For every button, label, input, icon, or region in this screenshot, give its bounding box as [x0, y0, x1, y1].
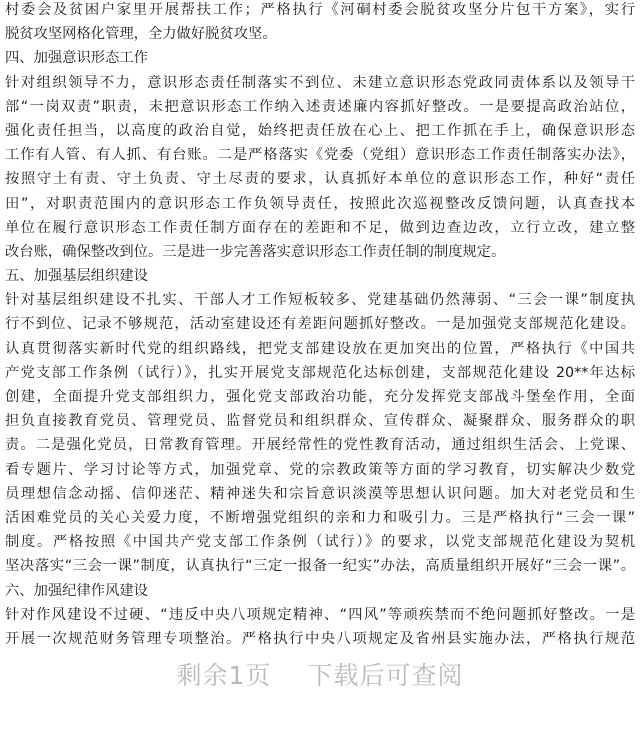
section-heading: 六、加强纪律作风建设	[5, 582, 148, 599]
body-text-line: 村委会及贫困户家里开展帮扶工作；严格执行《河硐村委会脱贫攻坚分片包干方案》，实行	[5, 2, 635, 18]
body-text-line: 针对作风建设不过硬、“违反中央八项规定精神、“四风”等顽疾禁而不绝问题抓好整改。一是	[5, 606, 635, 623]
body-text-line: 针对基层组织建设不扎实、干部人才工作短板较多、党建基础仍然薄弱、“三会一课”制度执	[5, 292, 635, 309]
body-text-line: 部“一岗双责”职责，未把意识形态工作纳入述责述廉内容抓好整改。一是要提高政治站位，	[5, 98, 635, 115]
remaining-pages-text: 剩余1页	[176, 661, 272, 690]
body-text-line: 认真贯彻落实新时代党的组织路线，把党支部建设放在更加突出的位置，严格执行《中国共	[5, 340, 635, 357]
body-text-line: 行不到位、记录不够规范，活动室建设还有差距问题抓好整改。一是加强党支部规范化建设。	[5, 316, 635, 333]
body-text-line: 脱贫攻坚网格化管理，全力做好脱贫攻坚。	[5, 26, 277, 43]
body-text-line: 针对组织领导不力，意识形态责任制落实不到位、未建立意识形态党政同责体系以及领导干	[5, 74, 635, 91]
body-text-line: 强化责任担当，以高度的政治自觉，始终把责任放在心上、把工作抓在手上，确保意识形态	[5, 122, 635, 139]
body-text-line: 田”，对职责范围内的意识形态工作负领导责任，按照此次巡视整改反馈问题，认真查找本	[5, 195, 635, 212]
body-text-line: 责。二是强化党员，日常教育管理。开展经常性的党性教育活动，通过组织生活会、上党课、	[5, 437, 635, 454]
body-text-line: 坚决落实“三会一课”制度，认真执行“三定一报备一纪实”办法，高质量组织开展好“三会一课”。	[5, 558, 635, 575]
download-hint-text: 下载后可查阅	[307, 661, 464, 690]
body-text-line: 单位在履行意识形态工作责任制方面存在的差距和不足，做到边查边改，立行立改，建立整	[5, 219, 635, 236]
body-text-line: 制度。严格按照《中国共产党支部工作条例（试行）》的要求，以党支部规范化建设为契机	[5, 534, 635, 551]
body-text-line: 看专题片、学习讨论等方式，加强党章、党的宗教政策等方面的学习教育，切实解决少数党	[5, 461, 635, 478]
body-text-line: 开展一次规范财务管理专项整治。严格执行中央八项规定及省州县实施办法，严格执行规范	[5, 630, 635, 647]
body-text-line: 员理想信念动摇、信仰迷茫、精神迷失和宗旨意识淡漠等思想认识问题。加大对老党员和生	[5, 485, 635, 502]
body-text-line: 改台账，确保整改到位。三是进一步完善落实意识形态工作责任制的制度规定。	[5, 243, 506, 260]
preview-footer[interactable]	[0, 656, 640, 692]
body-text-line: 产党支部工作条例（试行）》，扎实开展党支部规范化达标创建，支部规范化建设 20**年达标	[5, 364, 635, 381]
section-heading: 四、加强意识形态工作	[5, 50, 148, 67]
body-text-line: 创建，全面提升党支部组织力，强化党支部政治功能，充分发挥党支部战斗堡垒作用，全面	[5, 389, 635, 405]
section-heading: 五、加强基层组织建设	[5, 268, 148, 285]
body-text-line: 担负直接教育党员、管理党员、监督党员和组织群众、宣传群众、凝聚群众、服务群众的职	[5, 413, 635, 430]
body-text-line: 按照守土有责、守土负责、守土尽责的要求，认真抓好本单位的意识形态工作，种好“责任	[5, 171, 635, 188]
document-body	[5, 0, 635, 651]
body-text-line: 工作有人管、有人抓、有台账。二是严格落实《党委（党组）意识形态工作责任制落实办法》，	[5, 147, 635, 164]
body-text-line: 活困难党员的关心关爱力度，不断增强党组织的亲和力和吸引力。三是严格执行“三会一课”	[5, 509, 635, 526]
